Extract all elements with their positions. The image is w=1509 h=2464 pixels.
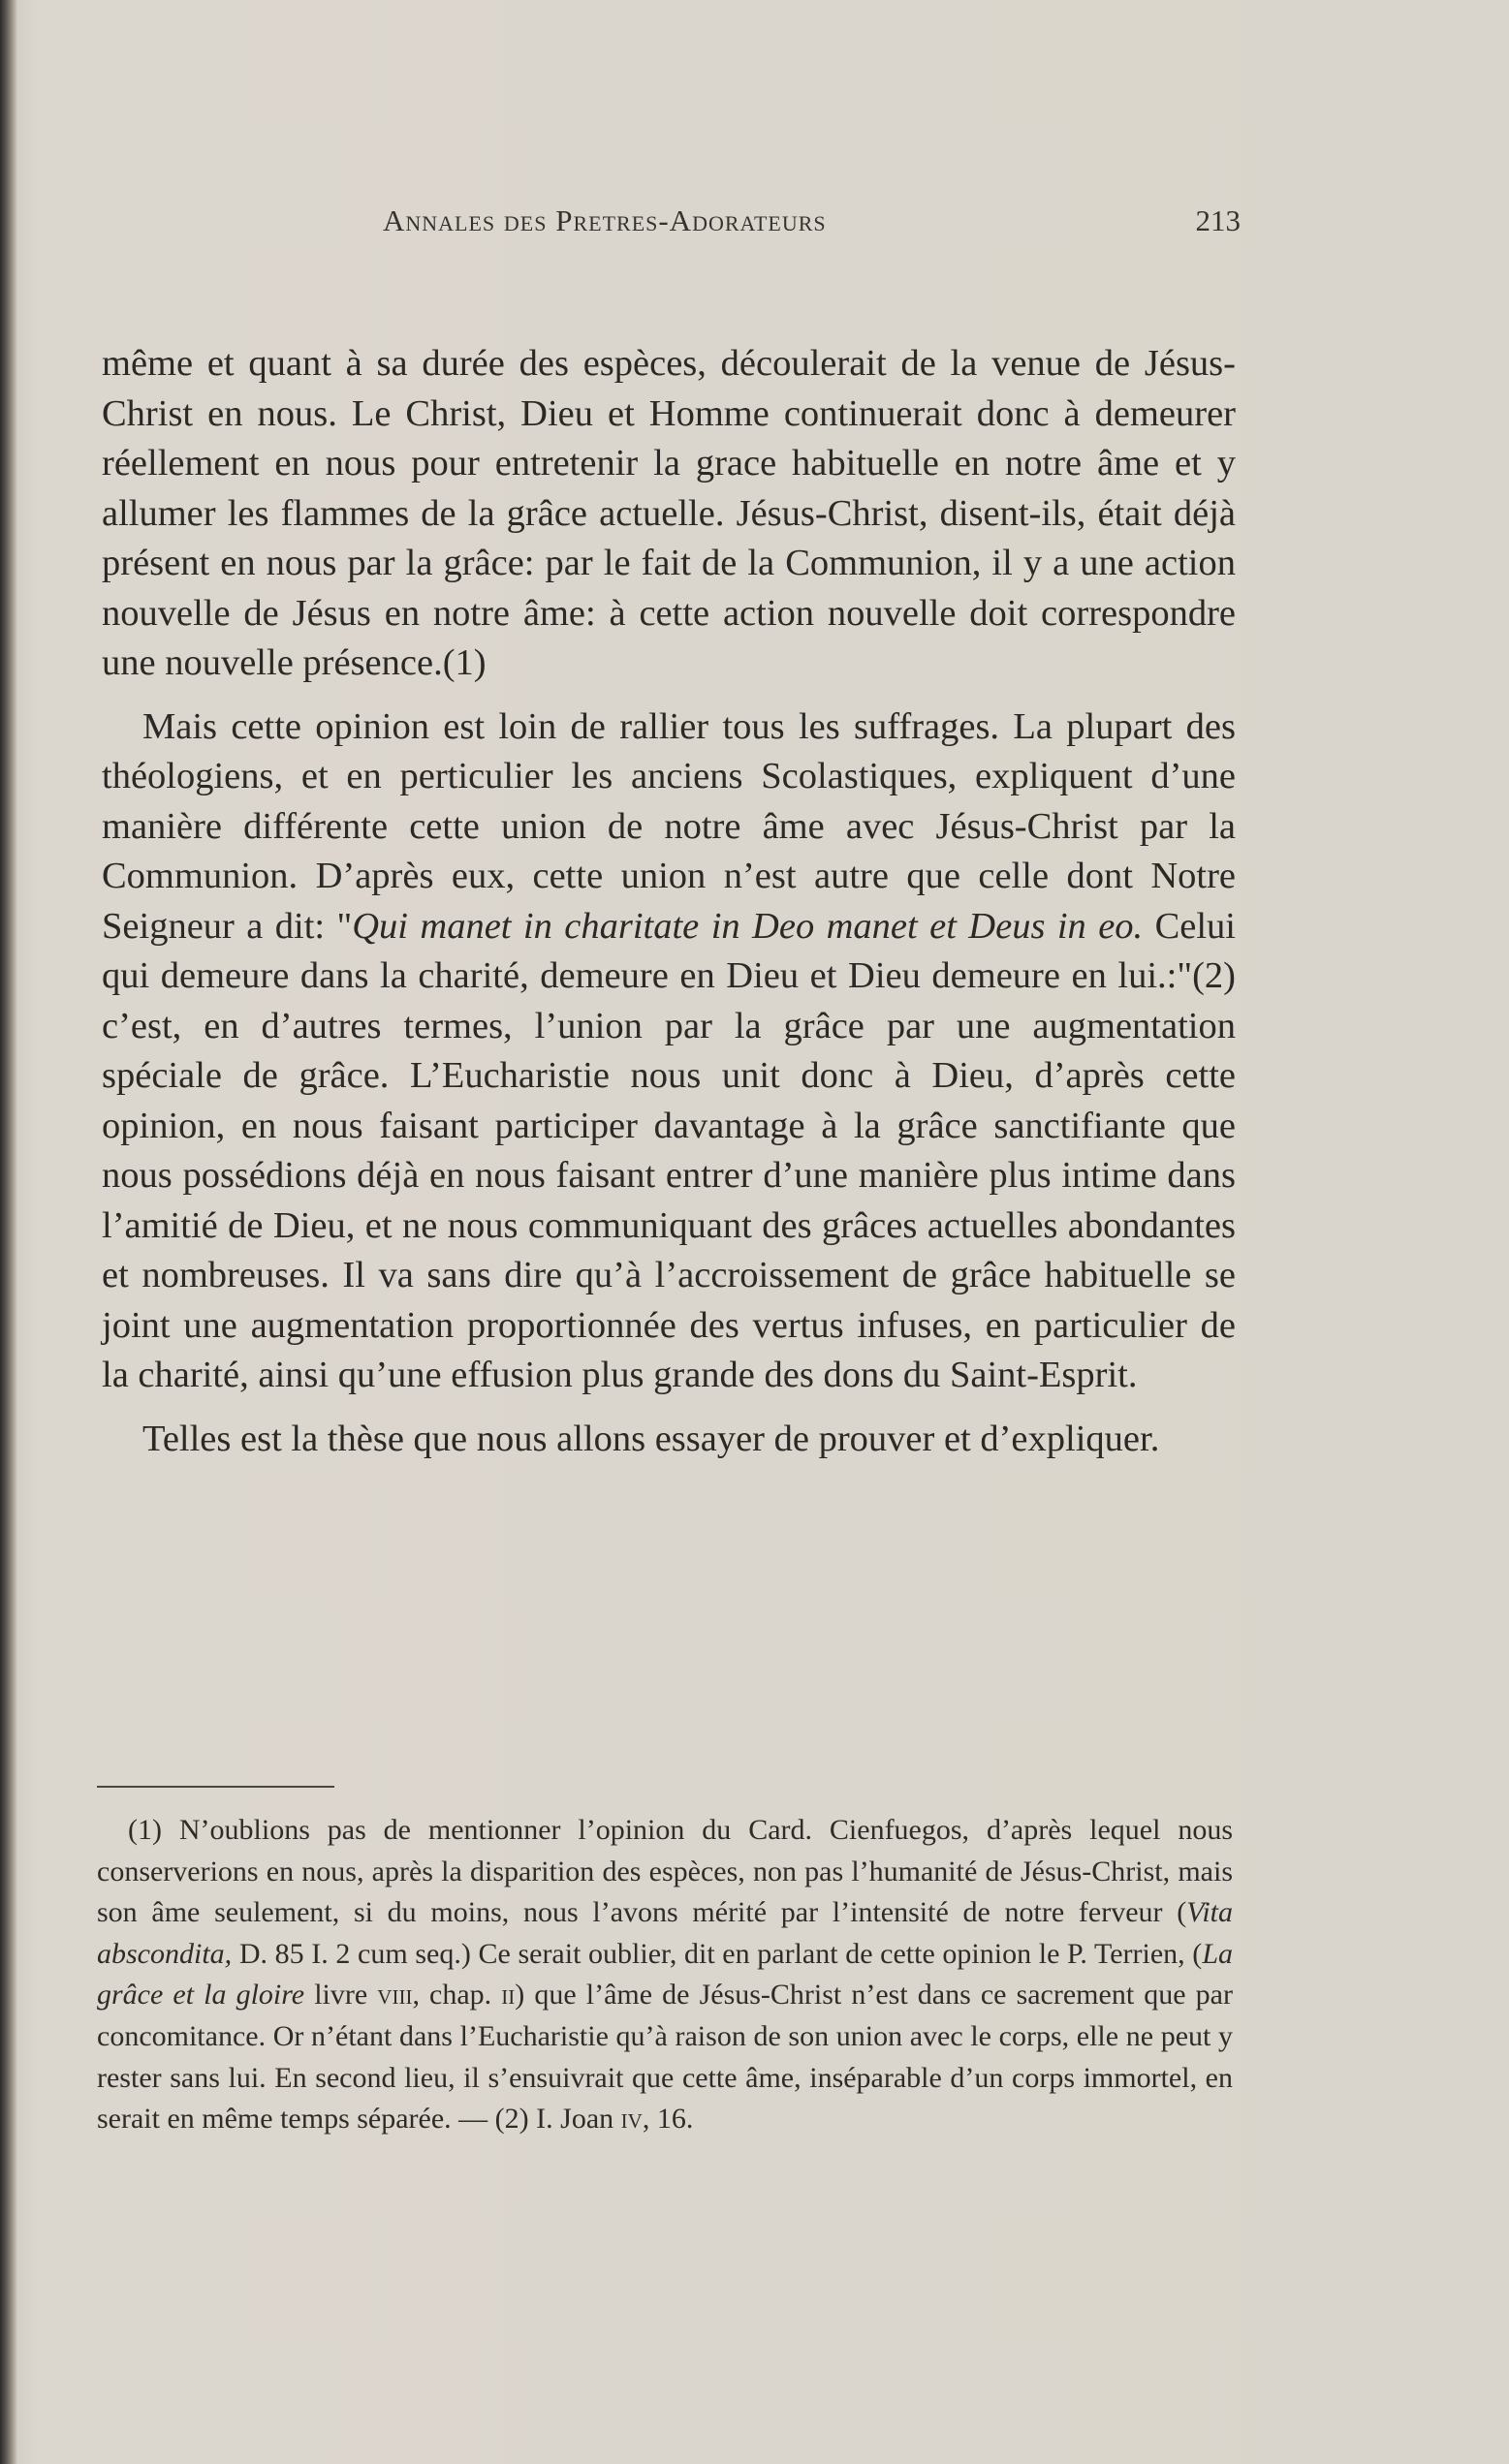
paragraph-2-text-start: Mais cette opinion est loin de rallier tous les suffrages. La plupart des théologiens, et en perticulier les anciens Scolastiques, expliquent d’une manière différente cette union de notre âme avec Jésus-Christ par la Communion. D’après eux, cette union n’est autre que celle dont Notre Seigneur a dit: " <box>102 705 1236 947</box>
page-number: 213 <box>1195 203 1241 237</box>
footnote-text: ) que l’âme de Jésus-Christ n’est dans ce sacrement que par concomitance. Or n’étant dans l’Eucharistie qu’à raison de son union avec le corps, elle ne peut y rester sans lui. En second lieu, il s’ensuivrait que cette âme, inséparable d’un corps immortel, en serait en même temps séparée. — (2) I. Joan <box>97 1979 1233 2136</box>
footnote-text: D. 85 I. 2 cum seq.) Ce serait oublier, dit en parlant de cette opinion le P. Terrien, ( <box>232 1937 1203 1970</box>
paragraph-3: Telles est la thèse que nous allons essayer de prouver et d’expliquer. <box>142 1418 1160 1459</box>
footnote-text: livre <box>304 1979 378 2012</box>
footnote-text: , chap. <box>412 1979 502 2012</box>
footnote-rule <box>97 1786 334 1788</box>
paragraph-2 <box>102 702 1236 1401</box>
footnote-text: (1) N’oublions pas de mentionner l’opinion du Card. Cienfuegos, d’après lequel nous conserverions en nous, après la disparition des espèces, non pas l’humanité de Jésus-Christ, mais son âme seulement, si du moins, nous l’avons mérité par l’intensité de notre ferveur ( <box>97 1814 1233 1929</box>
book-spine-shadow <box>0 0 17 2464</box>
footnote-roman-numeral: iv <box>620 2103 643 2136</box>
footnote-italic-title: Vita abscondita, <box>97 1896 1233 1970</box>
running-head <box>383 203 1241 252</box>
footnotes <box>97 1810 1233 2140</box>
latin-quotation: Qui manet in charitate in Deo manet et Deus in eo. <box>352 905 1144 947</box>
running-title: Annales des Pretres-Adorateurs <box>383 203 827 237</box>
footnote-italic-title: La grâce et la gloire <box>97 1937 1233 2012</box>
footnote-roman-numeral: ii <box>501 1979 516 2012</box>
footnote-text: , 16. <box>642 2103 694 2136</box>
paragraph-2-text-end: Celui qui demeure dans la charité, demeure en Dieu et Dieu demeure en lui.:"(2) c’est, en d’autres termes, l’union par la grâce par une augmentation spéciale de grâce. L’Eucharistie nous unit donc à Dieu, d’après cette opinion, en nous faisant participer davantage à la grâce sanctifiante que nous possédions déjà en nous faisant entrer d’une manière plus intime dans l’amitié de Dieu, et ne nous communiquant des grâces actuelles abondantes et nombreuses. Il va sans dire qu’à l’accroissement de grâce habituelle se joint une augmentation proportionnée des vertus infuses, en particulier de la charité, ainsi qu’une effusion plus grande des dons du Saint-Esprit. <box>102 905 1236 1395</box>
body-text <box>102 339 1236 1464</box>
footnote-roman-numeral: viii <box>377 1979 413 2012</box>
paragraph-1: même et quant à sa durée des espèces, découlerait de la venue de Jésus-Christ en nous. Le Christ, Dieu et Homme continuerait donc à demeurer réellement en nous pour entretenir la grace habituelle en notre âme et y allumer les flammes de la grâce actuelle. Jésus-Christ, disent-ils, était déjà présent en nous par la grâce: par le fait de la Communion, il y a une action nouvelle de Jésus en notre âme: à cette action nouvelle doit correspondre une nouvelle présence.(1) <box>102 343 1236 683</box>
